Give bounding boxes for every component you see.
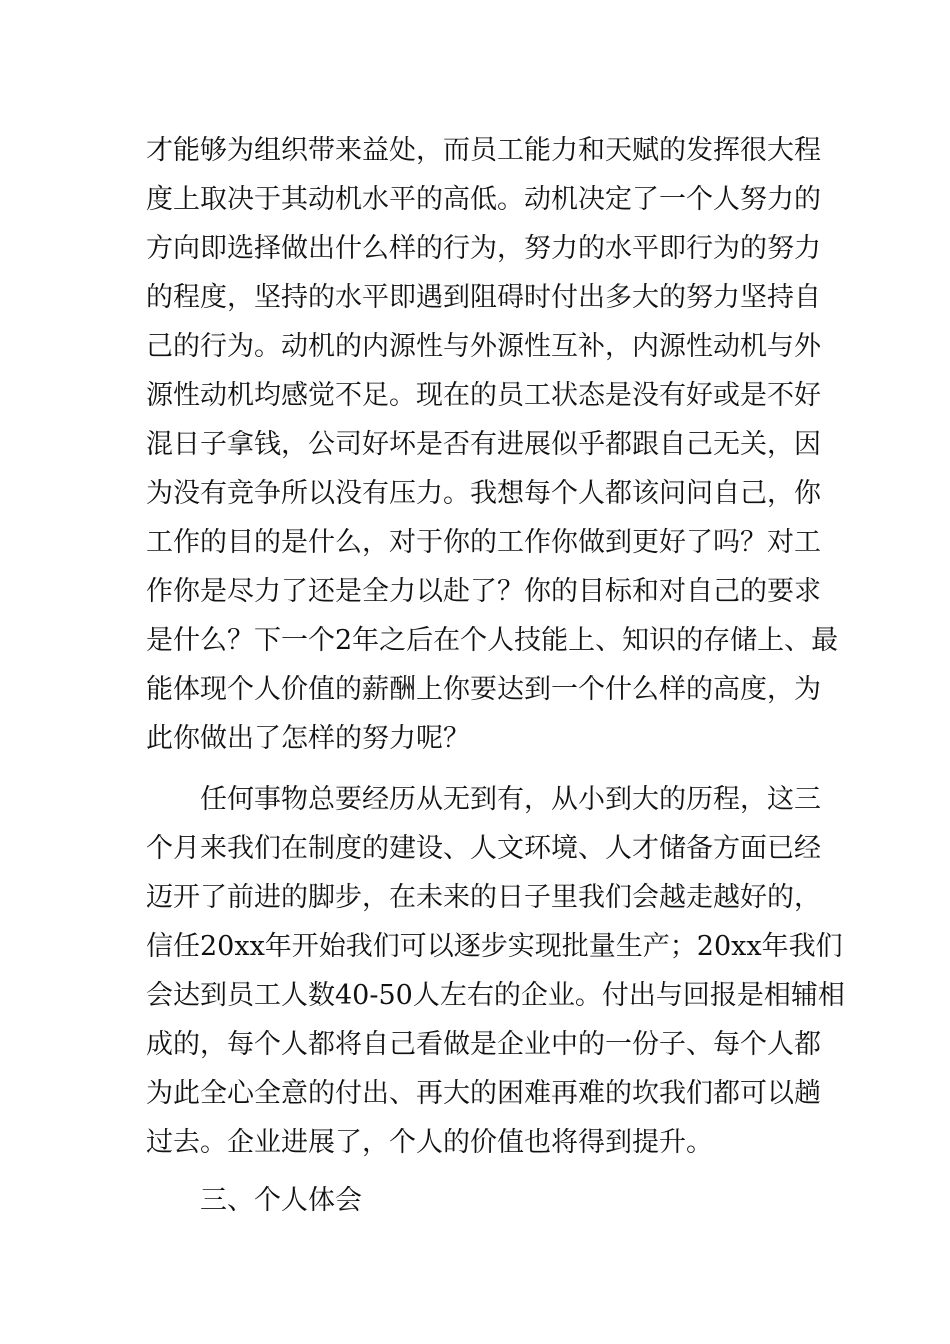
text-line: 己的行为。动机的内源性与外源性互补，内源性动机与外 — [146, 331, 821, 362]
text-line: 会达到员工人数40-50人左右的企业。付出与回报是相辅相 — [146, 980, 845, 1011]
text-line: 为此全心全意的付出、再大的困难再难的坎我们都可以趟 — [146, 1078, 821, 1109]
section-heading: 三、个人体会 — [200, 1185, 362, 1216]
text-line: 成的，每个人都将自己看做是企业中的一份子、每个人都 — [146, 1029, 821, 1060]
text-line: 工作的目的是什么，对于你的工作你做到更好了吗？对工 — [146, 527, 821, 558]
text-line: 源性动机均感觉不足。现在的员工状态是没有好或是不好 — [146, 380, 821, 411]
paragraph-first-line: 任何事物总要经历从无到有，从小到大的历程，这三 — [200, 784, 821, 815]
text-line: 为没有竞争所以没有压力。我想每个人都该问问自己，你 — [146, 478, 821, 509]
text-line: 才能够为组织带来益处，而员工能力和天赋的发挥很大程 — [146, 135, 821, 166]
text-line: 作你是尽力了还是全力以赴了？你的目标和对自己的要求 — [146, 576, 821, 607]
text-line: 能体现个人价值的薪酬上你要达到一个什么样的高度，为 — [146, 674, 821, 705]
text-line: 度上取决于其动机水平的高低。动机决定了一个人努力的 — [146, 184, 821, 215]
text-line: 方向即选择做出什么样的行为，努力的水平即行为的努力 — [146, 233, 821, 264]
text-line: 混日子拿钱，公司好坏是否有进展似乎都跟自己无关，因 — [146, 429, 821, 460]
text-line: 个月来我们在制度的建设、人文环境、人才储备方面已经 — [146, 833, 821, 864]
text-line: 信任20xx年开始我们可以逐步实现批量生产；20xx年我们 — [146, 931, 843, 962]
text-line: 是什么？下一个2年之后在个人技能上、知识的存储上、最 — [146, 625, 839, 656]
text-line: 迈开了前进的脚步，在未来的日子里我们会越走越好的， — [146, 882, 821, 913]
text-line: 的程度，坚持的水平即遇到阻碍时付出多大的努力坚持自 — [146, 282, 821, 313]
text-line: 此你做出了怎样的努力呢？ — [146, 723, 470, 754]
text-line: 过去。企业进展了，个人的价值也将得到提升。 — [146, 1127, 713, 1158]
